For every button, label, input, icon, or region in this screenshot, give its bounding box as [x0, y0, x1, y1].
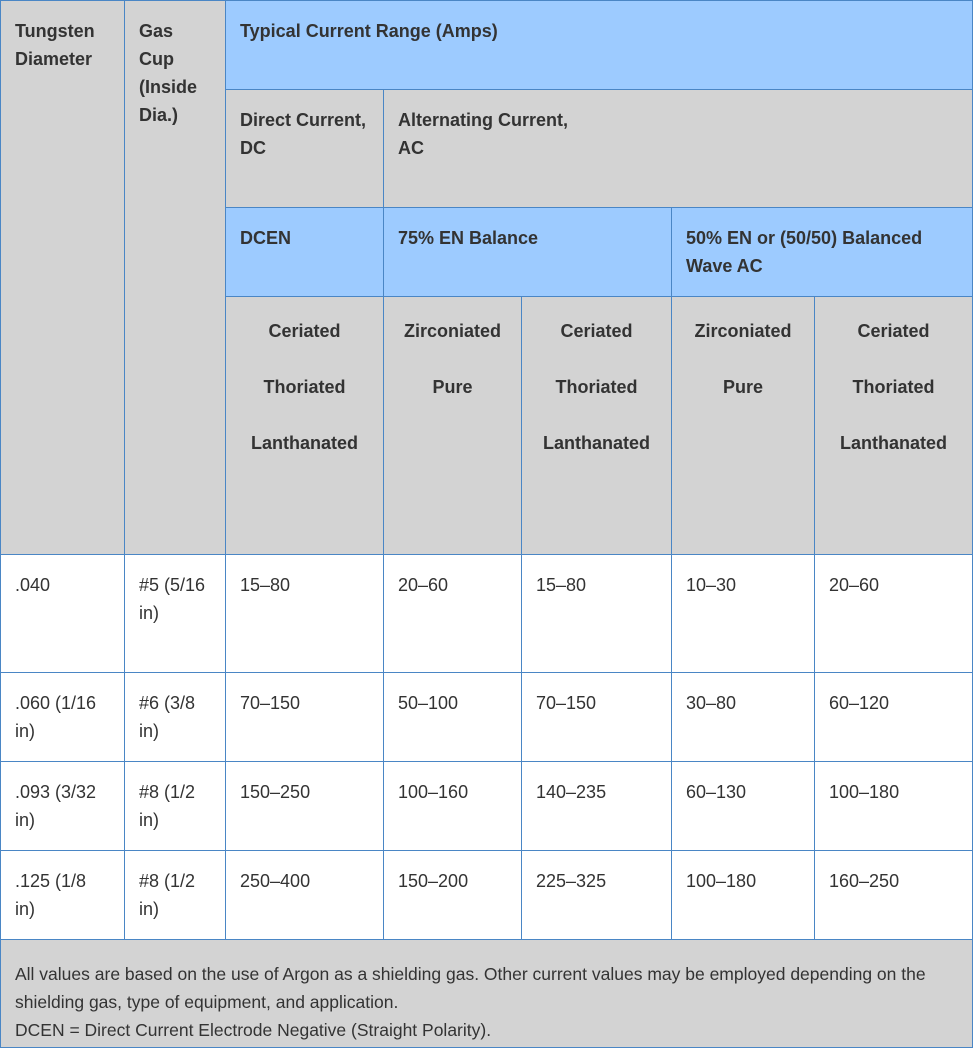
cell-en75-ceriated: 140–235: [522, 762, 672, 851]
electrode-lanthanated: Lanthanated: [839, 433, 947, 453]
electrode-thoriated: Thoriated: [555, 377, 638, 397]
cell-en75-ceriated: 225–325: [522, 851, 672, 940]
header-dcen: DCEN: [226, 208, 384, 297]
header-direct-current: Direct Current, DC: [226, 90, 384, 208]
footnote: [1, 940, 973, 1048]
cell-en50-ceriated: 20–60: [815, 555, 973, 673]
cell-dcen: 250–400: [226, 851, 384, 940]
footnote-dcen-definition: DCEN = Direct Current Electrode Negative (Straight Polarity).: [15, 1020, 492, 1040]
cell-en75-ceriated: 15–80: [522, 555, 672, 673]
table-row: [1, 673, 973, 762]
electrode-ceriated: Ceriated: [268, 321, 341, 341]
cell-diameter: .060 (1/16 in): [1, 673, 125, 762]
cell-en50-zirconiated-pure: 60–130: [672, 762, 815, 851]
cell-en75-zirconiated-pure: 20–60: [384, 555, 522, 673]
electrode-lanthanated: Lanthanated: [250, 433, 358, 453]
cell-gas-cup: #6 (3/8 in): [125, 673, 226, 762]
footnote-shielding-gas: All values are based on the use of Argon as a shielding gas. Other current values may be employed depending on the shielding gas, type of equipment, and application.: [15, 964, 926, 1012]
cell-en75-ceriated: 70–150: [522, 673, 672, 762]
table-row: [1, 762, 973, 851]
cell-dcen: 70–150: [226, 673, 384, 762]
electrode-thoriated: Thoriated: [852, 377, 935, 397]
cell-en50-zirconiated-pure: 30–80: [672, 673, 815, 762]
header-50-en-balance: 50% EN or (50/50) Balanced Wave AC: [672, 208, 973, 297]
header-75-en-balance: 75% EN Balance: [384, 208, 672, 297]
cell-dcen: 150–250: [226, 762, 384, 851]
cell-diameter: .040: [1, 555, 125, 673]
header-tungsten-diameter: Tungsten Diameter: [1, 1, 125, 555]
en75-zirconiated-pure-types: [384, 297, 522, 555]
electrode-lanthanated: Lanthanated: [542, 433, 650, 453]
cell-gas-cup: #8 (1/2 in): [125, 851, 226, 940]
cell-en50-ceriated: 160–250: [815, 851, 973, 940]
en75-ceriated-thoriated-lanthanated-types: [522, 297, 672, 555]
cell-dcen: 15–80: [226, 555, 384, 673]
cell-en50-zirconiated-pure: 100–180: [672, 851, 815, 940]
cell-en50-ceriated: 60–120: [815, 673, 973, 762]
table-row: [1, 555, 973, 673]
cell-en75-zirconiated-pure: 150–200: [384, 851, 522, 940]
electrode-thoriated: Thoriated: [263, 377, 346, 397]
electrode-zirconiated: Zirconiated: [694, 321, 792, 341]
header-alternating-current: Alternating Current, AC: [384, 90, 973, 208]
electrode-pure: Pure: [432, 377, 473, 397]
cell-en50-ceriated: 100–180: [815, 762, 973, 851]
cell-diameter: .125 (1/8 in): [1, 851, 125, 940]
en50-zirconiated-pure-types: [672, 297, 815, 555]
electrode-pure: Pure: [722, 377, 764, 397]
en50-ceriated-thoriated-lanthanated-types: [815, 297, 973, 555]
header-typical-current-range: Typical Current Range (Amps): [226, 1, 973, 90]
cell-en75-zirconiated-pure: 50–100: [384, 673, 522, 762]
dcen-electrode-types: [226, 297, 384, 555]
header-gas-cup: Gas Cup (Inside Dia.): [125, 1, 226, 555]
cell-en75-zirconiated-pure: 100–160: [384, 762, 522, 851]
electrode-ceriated: Ceriated: [560, 321, 633, 341]
cell-gas-cup: #8 (1/2 in): [125, 762, 226, 851]
cell-diameter: .093 (3/32 in): [1, 762, 125, 851]
electrode-ceriated: Ceriated: [857, 321, 930, 341]
electrode-zirconiated: Zirconiated: [403, 321, 501, 341]
cell-gas-cup: #5 (5/16 in): [125, 555, 226, 673]
table-row: [1, 851, 973, 940]
cell-en50-zirconiated-pure: 10–30: [672, 555, 815, 673]
